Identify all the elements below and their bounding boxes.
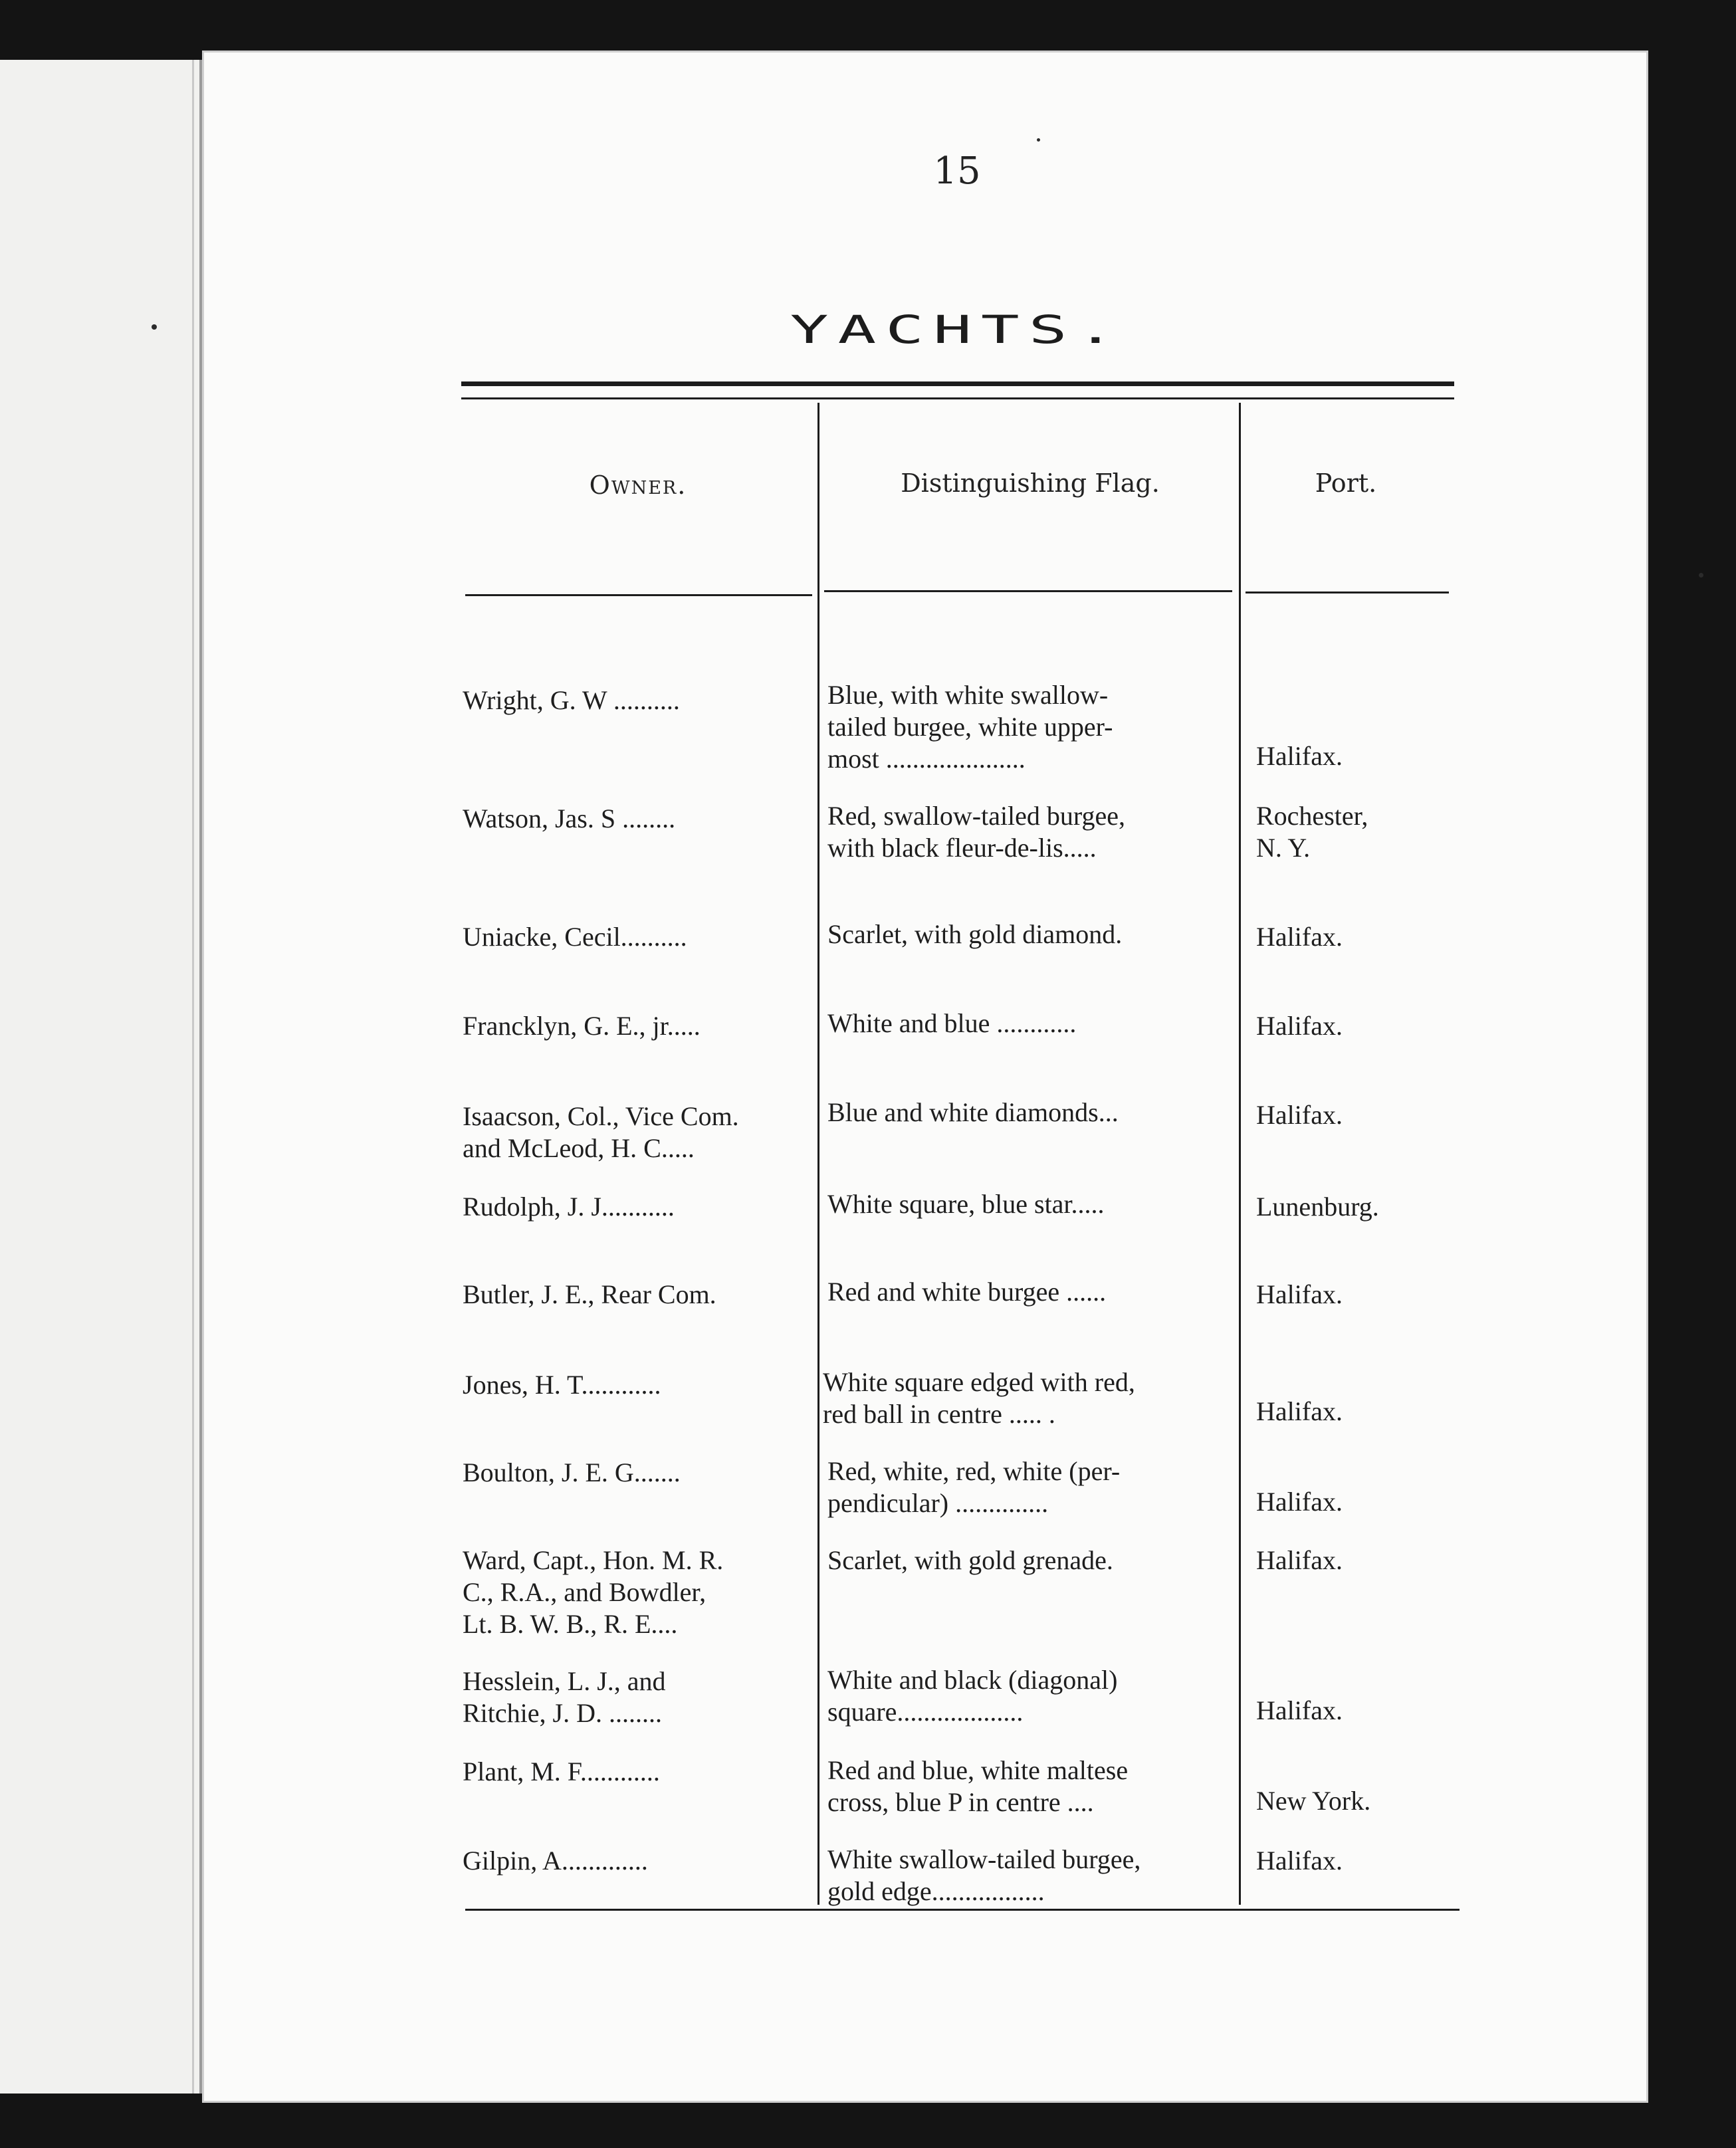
page-title: YACHTS. [790,307,1125,352]
row-3-port: Halifax. [1256,922,1343,952]
port-header: Port. [1315,469,1377,498]
scan-speck [152,324,157,330]
row-4-port: Halifax. [1256,1011,1343,1041]
port-header-underline [1246,591,1449,593]
flag-header-underline [824,590,1232,592]
row-2-port: Rochester, N. Y. [1256,801,1368,863]
row-2-owner: Watson, Jas. S ........ [463,804,676,833]
row-10-port: Halifax. [1256,1545,1343,1575]
row-6-flag: White square, blue star..... [827,1189,1105,1219]
top-rule-thin [461,397,1454,399]
row-11-port: Halifax. [1256,1695,1343,1725]
row-11-flag: White and black (diagonal) square................... [827,1665,1118,1727]
row-6-port: Lunenburg. [1256,1192,1379,1222]
row-7-owner: Butler, J. E., Rear Com. [463,1279,716,1309]
row-5-port: Halifax. [1256,1100,1343,1130]
row-11-owner: Hesslein, L. J., and Ritchie, J. D. ........ [463,1666,666,1728]
facing-page [0,60,202,2094]
row-10-flag: Scarlet, with gold grenade. [827,1545,1113,1575]
row-8-flag: White square edged with red, red ball in centre ..... . [823,1367,1135,1429]
row-9-flag: Red, white, red, white (per- pendicular) .............. [827,1456,1121,1518]
row-3-owner: Uniacke, Cecil.......... [463,922,687,952]
row-1-port: Halifax. [1256,741,1343,771]
row-8-owner: Jones, H. T............ [463,1370,661,1400]
row-13-owner: Gilpin, A............. [463,1846,648,1876]
page-number: 15 [933,150,981,193]
row-3-flag: Scarlet, with gold diamond. [827,919,1123,949]
row-1-owner: Wright, G. W .......... [463,685,680,715]
row-9-port: Halifax. [1256,1487,1343,1517]
row-8-port: Halifax. [1256,1396,1343,1426]
owner-header: Owner. [589,471,687,500]
row-12-port: New York. [1256,1786,1371,1816]
bottom-rule [465,1909,1460,1911]
row-6-owner: Rudolph, J. J........... [463,1192,675,1222]
owner-header-underline [465,594,812,596]
row-4-owner: Francklyn, G. E., jr..... [463,1011,701,1041]
row-5-owner: Isaacson, Col., Vice Com. and McLeod, H. C..... [463,1101,739,1163]
row-12-flag: Red and blue, white maltese cross, blue P in centre .... [827,1755,1129,1817]
row-10-owner: Ward, Capt., Hon. M. R. C., R.A., and Bowdler, Lt. B. W. B., R. E.... [463,1545,724,1639]
scan-speck [1699,573,1703,578]
row-5-flag: Blue and white diamonds... [827,1097,1119,1127]
row-13-flag: White swallow-tailed burgee, gold edge................. [827,1844,1141,1906]
top-rule-thick [461,381,1454,386]
flag-header: Distinguishing Flag. [901,469,1160,498]
row-12-owner: Plant, M. F............ [463,1757,660,1786]
row-13-port: Halifax. [1256,1846,1343,1876]
row-4-flag: White and blue ............ [827,1008,1077,1038]
page-edge [192,60,194,2094]
scan-speck [1037,138,1040,142]
row-1-flag: Blue, with white swallow- tailed burgee, white upper- most ..................... [827,680,1113,774]
row-9-owner: Boulton, J. E. G....... [463,1457,681,1487]
row-7-flag: Red and white burgee ...... [827,1277,1107,1307]
row-7-port: Halifax. [1256,1279,1343,1309]
row-2-flag: Red, swallow-tailed burgee, with black fleur-de-lis..... [827,801,1126,863]
